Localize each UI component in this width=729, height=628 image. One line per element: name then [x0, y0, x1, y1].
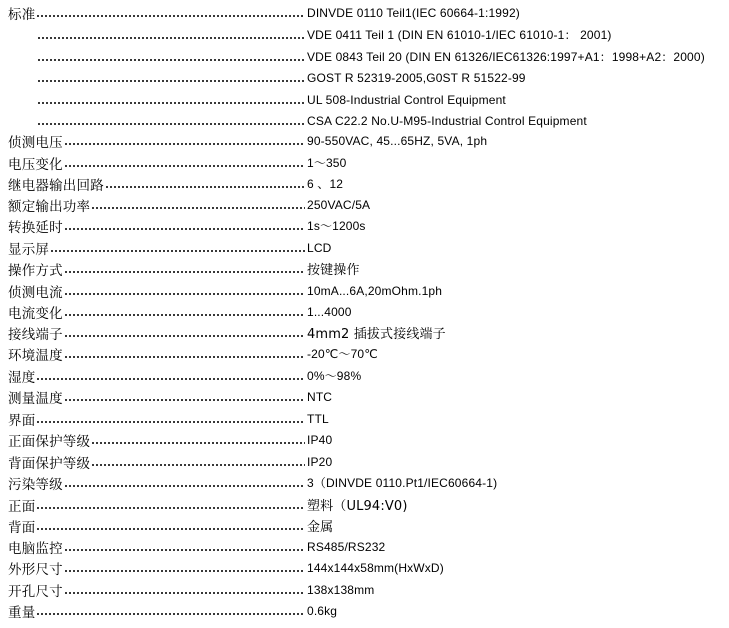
dot-leader	[64, 136, 305, 146]
spec-value: 144x144x58mm(HxWxD)	[307, 560, 444, 575]
dot-leader	[64, 585, 305, 595]
spec-row	[0, 301, 729, 322]
spec-row	[0, 515, 729, 536]
dot-leader	[37, 30, 305, 40]
dot-leader	[50, 243, 305, 253]
spec-label: 电脑监控	[8, 540, 63, 557]
spec-row	[0, 258, 729, 279]
dot-leader	[36, 606, 305, 616]
spec-label: 界面	[8, 412, 36, 429]
spec-label: 转换延时	[8, 219, 63, 236]
spec-value: 3（DINVDE 0110.Pt1/IEC60664-1)	[307, 476, 498, 491]
spec-value: IP40	[307, 432, 333, 447]
spec-row	[0, 451, 729, 472]
spec-label: 环境温度	[8, 347, 63, 364]
spec-label: 继电器输出回路	[8, 177, 104, 194]
dot-leader	[64, 286, 305, 296]
dot-leader	[64, 158, 305, 168]
spec-label: 背面保护等级	[8, 455, 91, 472]
dot-leader	[36, 371, 305, 381]
spec-value: 塑料（UL94:V0)	[307, 499, 408, 515]
dot-leader	[36, 521, 305, 531]
spec-label: 侦测电流	[8, 284, 63, 301]
spec-value: LCD	[307, 240, 332, 255]
dot-leader	[36, 500, 305, 510]
spec-value: 金属	[307, 520, 334, 536]
spec-label: 开孔尺寸	[8, 583, 63, 600]
dot-leader	[37, 95, 305, 105]
spec-row	[0, 494, 729, 515]
spec-label: 额定输出功率	[8, 198, 91, 215]
dot-leader	[64, 307, 305, 317]
dot-leader	[91, 435, 305, 445]
spec-row	[0, 386, 729, 407]
spec-value: 4mm2 插拔式接线端子	[307, 327, 446, 343]
spec-label: 标准	[8, 6, 36, 23]
spec-label: 侦测电压	[8, 134, 63, 151]
dot-leader	[91, 457, 305, 467]
spec-value: VDE 0411 Teil 1 (DIN EN 61010-1/IEC 61010-1： 2001)	[307, 28, 612, 43]
spec-row	[0, 579, 729, 600]
spec-row	[0, 173, 729, 194]
spec-value: TTL	[307, 411, 329, 426]
dot-leader	[64, 542, 305, 552]
spec-row	[0, 429, 729, 450]
spec-value: GOST R 52319-2005,G0ST R 51522-99	[307, 70, 526, 85]
dot-leader	[64, 264, 305, 274]
spec-row	[0, 152, 729, 173]
spec-value: VDE 0843 Teil 20 (DIN EN 61326/IEC61326:1997+A1：1998+A2：2000)	[307, 50, 705, 65]
spec-value: 1s～1200s	[307, 219, 366, 234]
spec-label: 接线端子	[8, 326, 63, 343]
spec-row	[0, 536, 729, 557]
spec-value: RS485/RS232	[307, 539, 386, 554]
spec-row	[0, 280, 729, 301]
spec-label: 污染等级	[8, 476, 63, 493]
spec-row	[0, 215, 729, 236]
spec-row	[0, 472, 729, 493]
dot-leader	[64, 478, 305, 488]
spec-label: 正面保护等级	[8, 433, 91, 450]
spec-value: CSA C22.2 No.U-M95-Industrial Control Equipment	[307, 113, 587, 128]
spec-row	[0, 237, 729, 258]
spec-row	[0, 130, 729, 151]
spec-row	[0, 24, 729, 45]
spec-value: 按键操作	[307, 263, 360, 279]
spec-value: 0.6kg	[307, 603, 338, 618]
spec-label: 电压变化	[8, 156, 63, 173]
spec-row	[0, 2, 729, 23]
spec-row	[0, 600, 729, 621]
spec-label: 测量温度	[8, 390, 63, 407]
spec-value: DINVDE 0110 Teil1(IEC 60664-1:1992)	[307, 5, 520, 20]
spec-row	[0, 557, 729, 578]
spec-row	[0, 110, 729, 131]
spec-label: 重量	[8, 604, 36, 621]
dot-leader	[64, 392, 305, 402]
dot-leader	[91, 200, 305, 210]
spec-label: 湿度	[8, 369, 36, 386]
dot-leader	[64, 349, 305, 359]
spec-row	[0, 408, 729, 429]
dot-leader	[37, 52, 305, 62]
spec-value: 0%～98%	[307, 369, 362, 384]
spec-row	[0, 67, 729, 88]
spec-label: 显示屏	[8, 241, 50, 258]
spec-row	[0, 46, 729, 67]
spec-label: 电流变化	[8, 305, 63, 322]
spec-value: IP20	[307, 454, 333, 469]
spec-value: 138x138mm	[307, 582, 375, 597]
dot-leader	[64, 328, 305, 338]
spec-row	[0, 322, 729, 343]
dot-leader	[64, 563, 305, 573]
spec-value: 1...4000	[307, 304, 352, 319]
dot-leader	[64, 221, 305, 231]
dot-leader	[37, 116, 305, 126]
dot-leader	[36, 8, 305, 18]
spec-label: 背面	[8, 519, 36, 536]
spec-label: 外形尺寸	[8, 561, 63, 578]
spec-value: 90-550VAC, 45...65HZ, 5VA, 1ph	[307, 133, 488, 148]
spec-value: NTC	[307, 389, 333, 404]
spec-value: -20℃～70℃	[307, 347, 378, 362]
spec-label: 操作方式	[8, 262, 63, 279]
spec-row	[0, 89, 729, 110]
spec-row	[0, 343, 729, 364]
spec-label: 正面	[8, 498, 36, 515]
dot-leader	[36, 414, 305, 424]
spec-value: 250VAC/5A	[307, 197, 371, 212]
dot-leader	[37, 73, 305, 83]
spec-row	[0, 365, 729, 386]
spec-value: 10mA...6A,20mOhm.1ph	[307, 283, 443, 298]
spec-value: 6 、12	[307, 177, 344, 192]
spec-value: 1～350	[307, 156, 347, 171]
spec-row	[0, 194, 729, 215]
dot-leader	[105, 179, 305, 189]
spec-value: UL 508-Industrial Control Equipment	[307, 92, 506, 107]
